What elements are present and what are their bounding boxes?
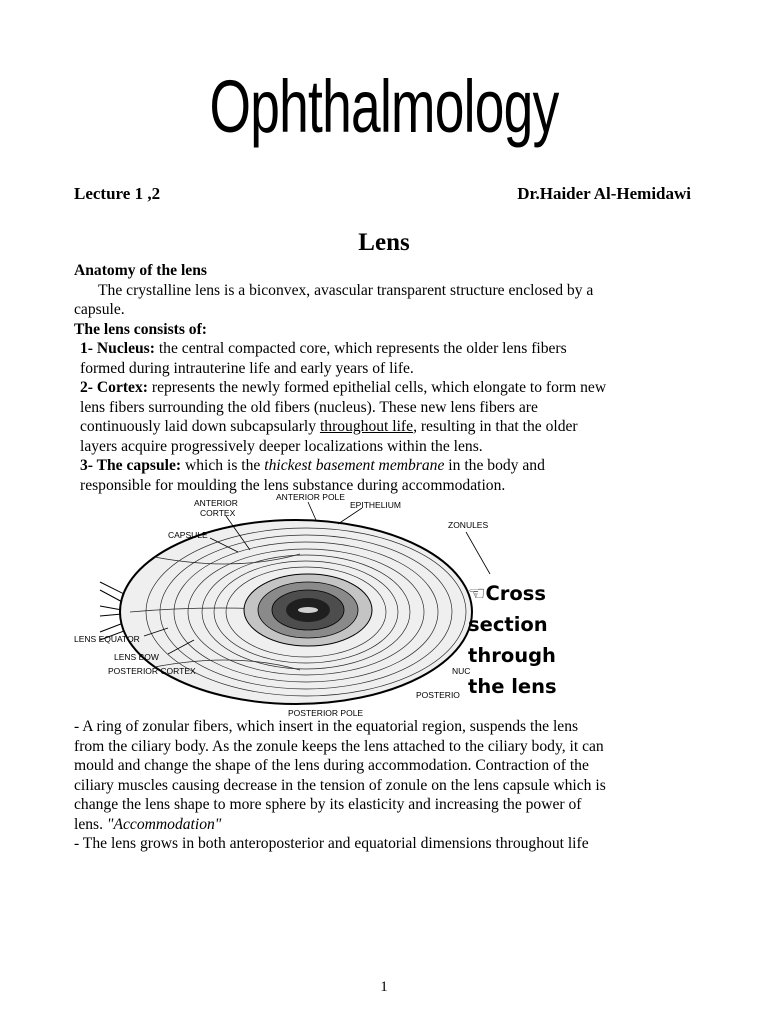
label-anterior-cortex-2: CORTEX bbox=[200, 508, 236, 518]
item-text: continuously laid down subcapsularly bbox=[80, 418, 320, 435]
label-epithelium: EPITHELIUM bbox=[350, 500, 402, 510]
accommodation-term: "Accommodation" bbox=[106, 815, 222, 833]
label-lens-bow: LENS BOW bbox=[114, 652, 159, 662]
underlined-phrase: throughout life bbox=[319, 418, 414, 435]
paragraph-line: change the lens shape to more sphere by its elasticity and increasing the power of bbox=[74, 796, 582, 813]
growth-line: - The lens grows in both anteroposterior and equatorial dimensions throughout life bbox=[74, 835, 589, 852]
author-name: Dr.Haider Al-Hemidawi bbox=[517, 184, 691, 203]
item-text: which is the bbox=[181, 457, 265, 474]
caption-line: the lens bbox=[468, 675, 557, 698]
label-capsule: CAPSULE bbox=[168, 530, 208, 540]
item-text: formed during intrauterine life and early years of life. bbox=[80, 359, 414, 377]
italic-phrase: thickest basement membrane bbox=[264, 457, 445, 474]
list-item-nucleus bbox=[74, 339, 699, 378]
caption-line: Cross bbox=[485, 582, 547, 605]
item-term: 1- Nucleus: bbox=[80, 340, 155, 357]
paragraph-line: mould and change the shape of the lens during accommodation. Contraction of the bbox=[74, 757, 589, 774]
label-posterior-pole: POSTERIOR POLE bbox=[288, 708, 364, 718]
section-heading: Lens bbox=[358, 229, 410, 256]
label-anterior-cortex-1: ANTERIOR bbox=[194, 498, 238, 508]
hand-pointer-icon: ☜ bbox=[468, 582, 486, 605]
lens-nucleus bbox=[244, 574, 372, 646]
item-term: 2- Cortex: bbox=[80, 379, 148, 396]
lens-diagram bbox=[70, 492, 489, 718]
item-text: represents the newly formed epithelial cells, which elongate to form new bbox=[147, 379, 607, 396]
paragraph-line: lens. bbox=[74, 815, 107, 833]
item-text: responsible for moulding the lens substance during accommodation. bbox=[80, 476, 506, 494]
intro-line-2: capsule. bbox=[74, 301, 125, 318]
label-lens-equator: LENS EQUATOR bbox=[74, 634, 140, 644]
item-text: in the body and bbox=[444, 457, 545, 474]
document-title: Ophthalmology bbox=[209, 65, 559, 148]
list-item-capsule bbox=[74, 456, 699, 495]
label-nucleus-cut: NUC bbox=[452, 666, 471, 676]
page-number: 1 bbox=[380, 979, 388, 995]
lens-cross-section-figure bbox=[70, 492, 489, 718]
label-posterior-cut: POSTERIO bbox=[416, 690, 460, 700]
paragraph-line: from the ciliary body. As the zonule keeps the lens attached to the ciliary body, it can bbox=[74, 737, 604, 755]
item-text: , resulting in that the older bbox=[413, 418, 578, 435]
item-term: 3- The capsule: bbox=[80, 457, 182, 474]
paragraph-line: - A ring of zonular fibers, which insert in the equatorial region, suspends the lens bbox=[74, 718, 579, 735]
intro-line-1: The crystalline lens is a biconvex, avascular transparent structure enclosed by a bbox=[98, 281, 594, 299]
item-text: layers acquire progressively deeper localizations within the lens. bbox=[80, 437, 483, 455]
paragraph-line: ciliary muscles causing decrease in the tension of zonule on the lens capsule which is bbox=[74, 776, 606, 794]
figure-caption bbox=[468, 578, 598, 702]
caption-line: through bbox=[468, 644, 556, 667]
item-text: lens fibers surrounding the old fibers (nucleus). These new lens fibers are bbox=[80, 398, 538, 416]
lecture-label: Lecture 1 ,2 bbox=[74, 184, 161, 203]
consists-heading: The lens consists of: bbox=[74, 320, 207, 338]
label-zonules: ZONULES bbox=[448, 520, 489, 530]
anatomy-section bbox=[74, 261, 699, 495]
zonule-paragraph bbox=[74, 717, 699, 854]
label-posterior-cortex: POSTERIOR CORTEX bbox=[108, 666, 196, 676]
label-anterior-pole: ANTERIOR POLE bbox=[276, 492, 345, 502]
list-item-cortex bbox=[74, 378, 699, 456]
item-text: the central compacted core, which represents the older lens fibers bbox=[154, 340, 567, 357]
anatomy-subheading: Anatomy of the lens bbox=[74, 262, 207, 279]
caption-line: section bbox=[468, 613, 548, 636]
